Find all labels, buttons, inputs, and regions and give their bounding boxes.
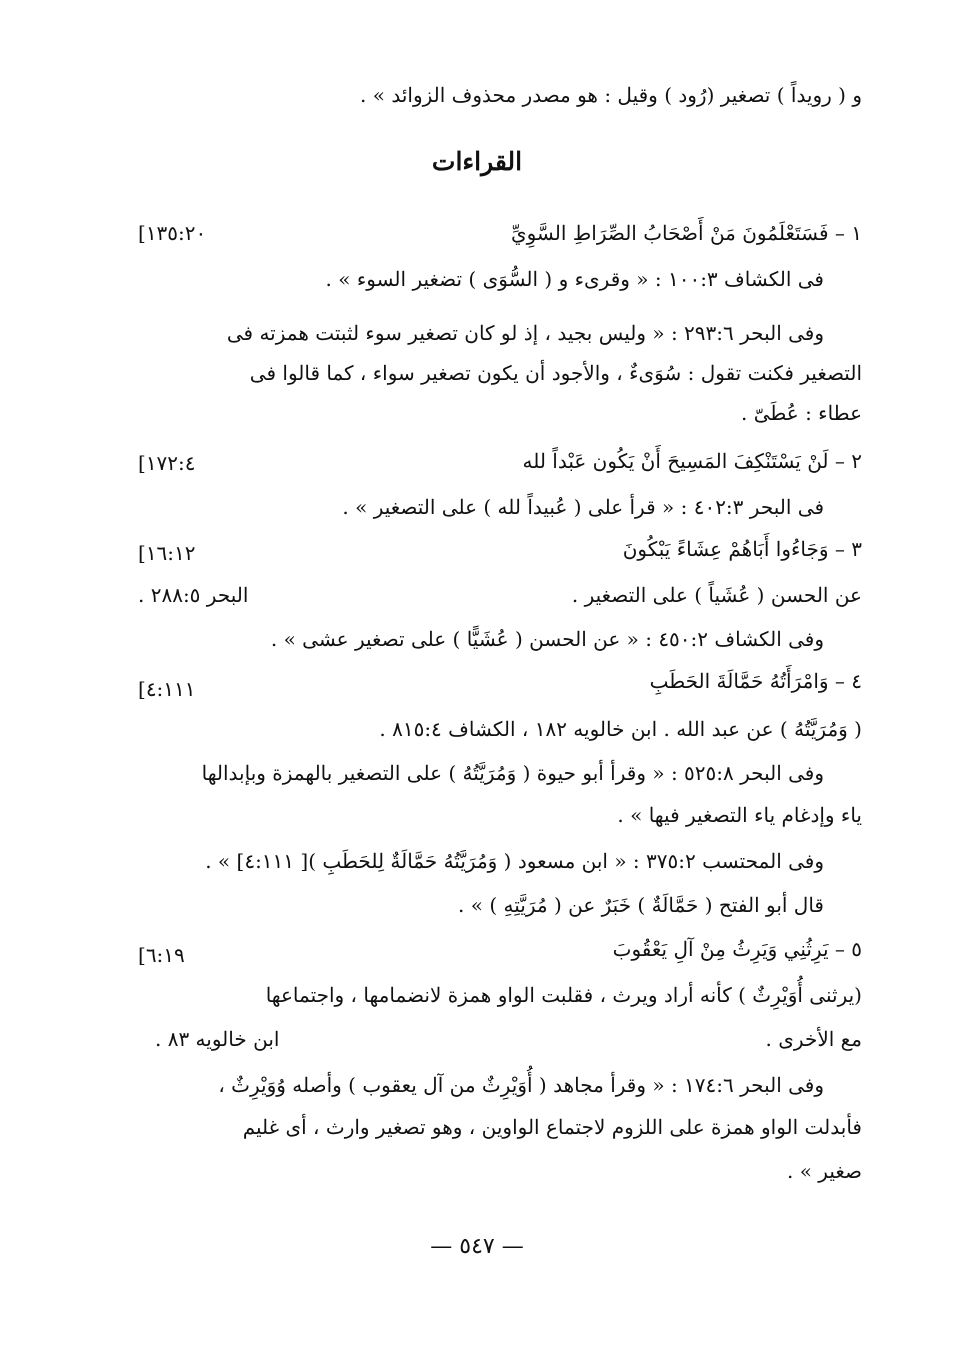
verse-ref-1: [١٣٥:٢٠: [138, 221, 207, 245]
commentary-line: وفى المحتسب ٣٧٥:٢ : « ابن مسعود ( وَمُرَيَّتُهُ حَمَّالَةٌ لِلحَطَبِ )[ ٤:١١١] » .: [205, 849, 824, 873]
commentary-line: عن الحسن ( عُشَياً ) على التصغير .: [571, 583, 862, 607]
commentary-line: صغير » .: [786, 1159, 862, 1183]
commentary-line: (يرثنى أُوَيْرِثٌ ) كأنه أراد ويرث ، فقلبت الواو همزة لانضمامها ، واجتماعها: [265, 983, 862, 1007]
verse-1: ١ – فَسَتَعْلَمُونَ مَنْ أَصْحَابُ الصِّرَاطِ السَّوِيِّ: [510, 221, 862, 245]
commentary-line: ( وَمُرَيَّتُهُ ) عن عبد الله . ابن خالويه ١٨٢ ، الكشاف ٨١٥:٤ .: [379, 717, 862, 741]
commentary-line: وفى الكشاف ٤٥٠:٢ : « عن الحسن ( عُشَيًّا ) على تصغير عشى » .: [270, 627, 824, 651]
commentary-line: فأبدلت الواو همزة على اللزوم لاجتماع الواوين ، وهو تصغير وارث ، أى غليم: [242, 1115, 862, 1139]
verse-4: ٤ – وَامْرَأَتُهُ حَمَّالَةَ الحَطَبِ: [649, 669, 862, 693]
source-citation: البحر ٢٨٨:٥ .: [138, 583, 249, 607]
commentary-line: فى البحر ٤٠٢:٣ : « قرأ على ( عُبيداً لله ) على التصغير » .: [342, 495, 824, 519]
source-citation: ابن خالويه ٨٣ .: [155, 1027, 280, 1051]
commentary-line: ياء وإدغام ياء التصغير فيها » .: [617, 803, 862, 827]
commentary-line: مع الأخرى .: [765, 1027, 862, 1051]
commentary-line: وفى البحر ١٧٤:٦ : « وقرأ مجاهد ( أُوَيْرِثٌ من آل يعقوب ) وأصله وُوَيْرِثٌ ،: [218, 1073, 824, 1097]
commentary-line: قال أبو الفتح ( حَمَّالَةٌ ) خَبَرٌ عن ( مُرَيَّتِهِ ) » .: [458, 893, 824, 917]
verse-ref-4: [٤:١١١: [138, 677, 196, 701]
commentary-line: فى الكشاف ١٠٠:٣ : « وقرىء و ( السُّوَى ) تضغير السوء » .: [325, 267, 824, 291]
page-number: — ٥٤٧ —: [430, 1234, 524, 1259]
commentary-line: التصغير فكنت تقول : سُوَىءٌ ، والأجود أن يكون تصغير سواء ، كما قالوا فى: [249, 361, 862, 385]
verse-3: ٣ – وَجَاءُوا أَبَاهُمْ عِشَاءً يَبْكُونَ: [622, 537, 862, 561]
commentary-line: وفى البحر ٥٢٥:٨ : « وقرأ أبو حيوة ( وَمُرَيَّتُهُ ) على التصغير بالهمزة وبإبدالها: [201, 761, 824, 785]
commentary-line: وفى البحر ٢٩٣:٦ : « وليس بجيد ، إذ لو كان تصغير سوء لثبتت همزته فى: [226, 321, 824, 345]
section-title: القراءات: [431, 147, 523, 176]
header-line: و ( رويداً ) تصغير (رُود ) وقيل : هو مصدر محذوف الزوائد » .: [360, 83, 862, 107]
verse-5: ٥ – يَرِثُنِي وَيَرِثُ مِنْ آلِ يَعْقُوبَ: [612, 937, 862, 961]
commentary-line: عطاء : عُطَىّ .: [740, 401, 862, 425]
verse-ref-3: [١٦:١٢: [138, 541, 196, 565]
verse-ref-2: [١٧٢:٤: [138, 451, 196, 475]
verse-ref-5: [٦:١٩: [138, 943, 185, 967]
verse-2: ٢ – لَنْ يَسْتَنْكِفَ المَسِيحَ أَنْ يَكُون عَبْداً لله: [522, 449, 862, 473]
